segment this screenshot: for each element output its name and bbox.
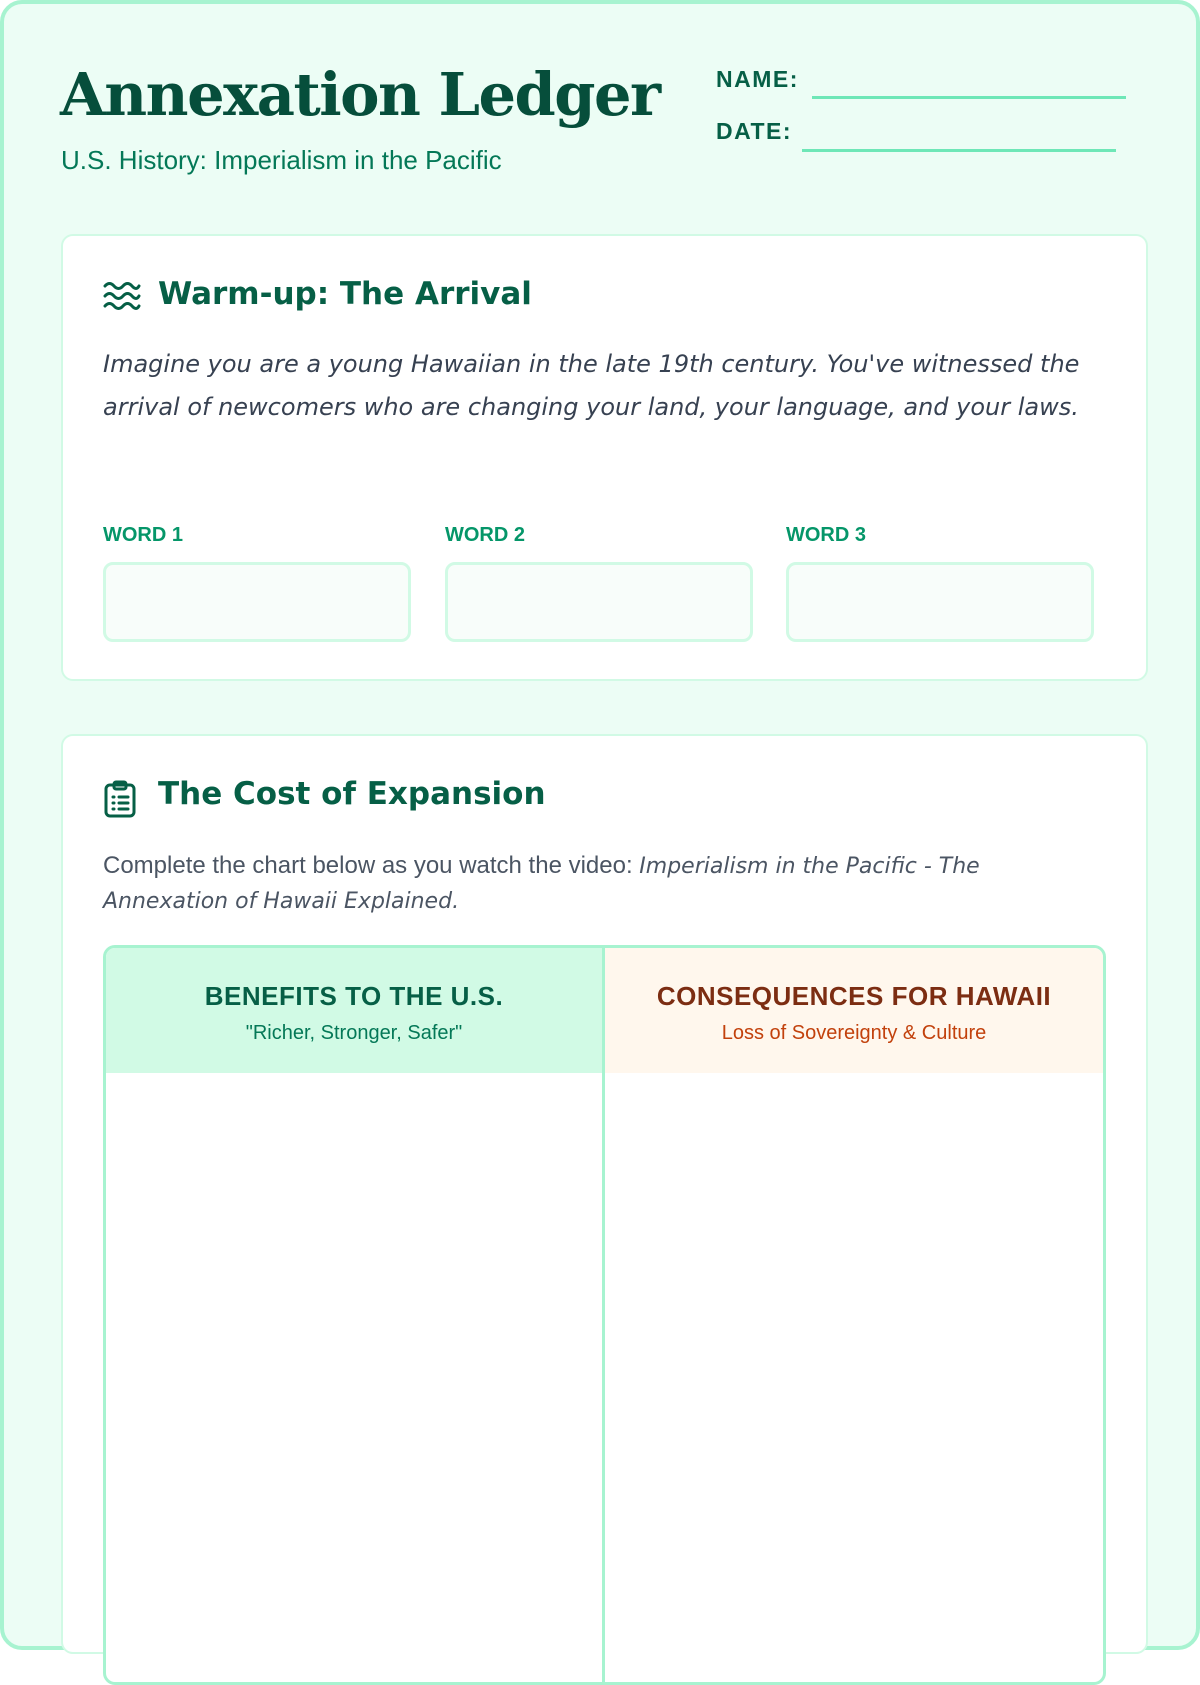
warmup-prompt: Imagine you are a young Hawaiian in the late 19th century. You've witnessed the arrival of newcomers who are changing your land, your language, and your laws. xyxy=(103,350,1080,421)
benefits-title: BENEFITS TO THE U.S. xyxy=(204,981,504,1011)
consequences-header xyxy=(605,948,1103,1073)
clipboard-list-icon xyxy=(103,780,137,822)
word-1-input[interactable] xyxy=(103,562,411,642)
video-title: Imperialism in the Pacific - The Annexation of Hawaii Explained xyxy=(103,854,980,914)
waves-icon xyxy=(103,280,141,316)
word-1-label: WORD 1 xyxy=(103,524,183,546)
word-3-label: WORD 3 xyxy=(786,524,866,546)
consequences-writing-area[interactable] xyxy=(605,1073,1103,1685)
benefits-header xyxy=(106,948,602,1073)
consequences-column xyxy=(605,948,1103,1682)
benefits-subtitle: "Richer, Stronger, Safer" xyxy=(245,1022,463,1044)
page-title: Annexation Ledger xyxy=(60,60,660,129)
word-2-label: WORD 2 xyxy=(445,524,525,546)
expansion-card xyxy=(61,734,1148,1654)
warmup-card xyxy=(61,234,1148,681)
date-label: DATE: xyxy=(716,118,793,144)
warmup-title: Warm-up: The Arrival xyxy=(158,276,532,312)
instructions-end: . xyxy=(452,889,460,914)
consequences-title: CONSEQUENCES FOR HAWAII xyxy=(656,981,1052,1011)
expansion-title: The Cost of Expansion xyxy=(158,776,546,812)
benefits-column xyxy=(106,948,605,1682)
word-2-input[interactable] xyxy=(445,562,753,642)
name-label: NAME: xyxy=(716,66,799,92)
expansion-instructions xyxy=(103,849,1103,919)
page-subtitle: U.S. History: Imperialism in the Pacific xyxy=(61,145,502,175)
consequences-subtitle: Loss of Sovereignty & Culture xyxy=(721,1022,987,1044)
instructions-text: Complete the chart below as you watch the video: xyxy=(103,852,640,879)
name-line[interactable] xyxy=(812,96,1126,99)
date-line[interactable] xyxy=(802,149,1116,152)
word-3-input[interactable] xyxy=(786,562,1094,642)
ledger-table xyxy=(103,945,1106,1685)
benefits-writing-area[interactable] xyxy=(106,1073,602,1685)
